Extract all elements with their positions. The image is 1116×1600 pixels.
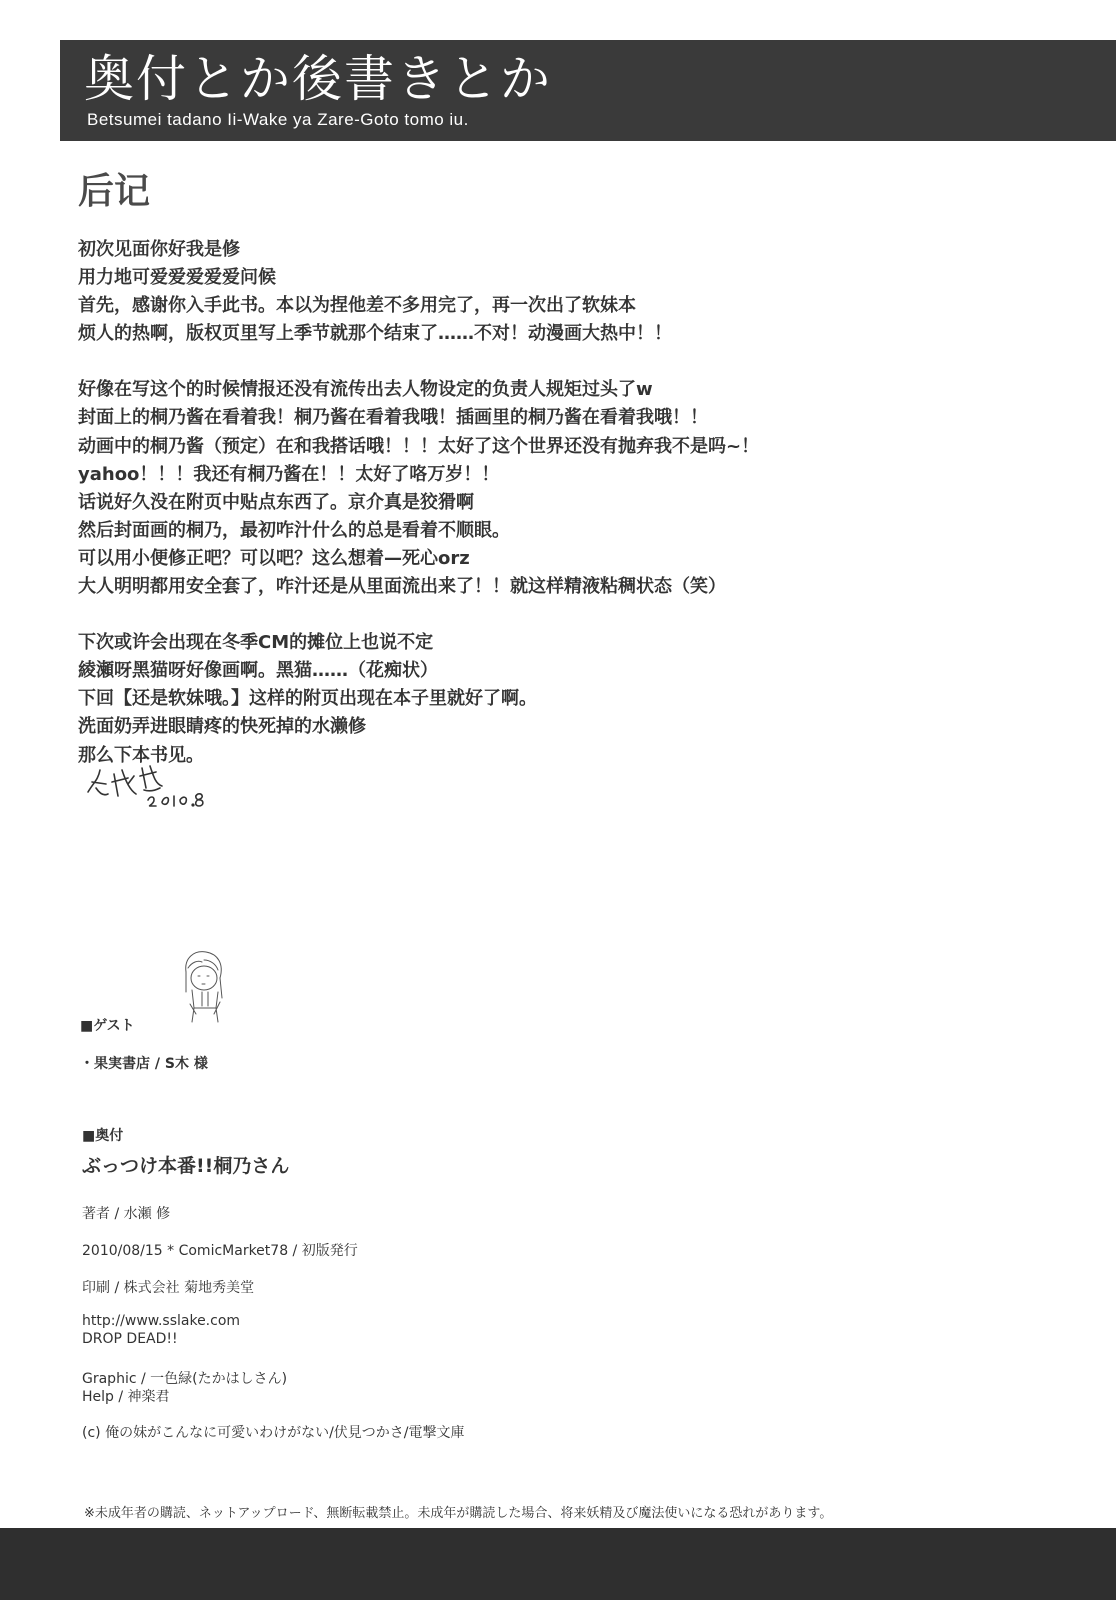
- guest-label: ■ゲスト: [80, 1018, 135, 1034]
- text-line: 用力地可爱爱爱爱爱问候: [78, 267, 276, 289]
- guest-entry: ・果実書店 / S木 様: [80, 1056, 208, 1072]
- author-line: 著者 / 水瀬 修: [82, 1206, 171, 1222]
- section-title: 后记: [78, 171, 151, 212]
- page-subtitle: Betsumei tadano Ii-Wake ya Zare-Goto tomo iu.: [87, 110, 469, 129]
- colophon-label: ■奥付: [82, 1128, 124, 1144]
- text-line: 然后封面画的桐乃，最初咋汁什么的总是看着不顺眼。: [78, 519, 510, 541]
- footer-band: [0, 1528, 1116, 1600]
- text-line: 烦人的热啊，版权页里写上季节就那个结束了……不对！动漫画大热中！！: [78, 323, 672, 345]
- text-line: 下次或许会出现在冬季CM的摊位上也说不定: [78, 632, 434, 654]
- text-line: 首先，感谢你入手此书。本以为捏他差不多用完了，再一次出了软妹本: [78, 295, 636, 317]
- page-title: 奥付とか後書きとか: [84, 50, 552, 108]
- graphic-line: Graphic / 一色緑(たかはしさん): [82, 1371, 288, 1387]
- printer-line: 印刷 / 株式会社 菊地秀美堂: [82, 1280, 255, 1296]
- text-line: 下回【还是软妹哦。】这样的附页出现在本子里就好了啊。: [78, 688, 537, 710]
- text-line: 大人明明都用安全套了，咋汁还是从里面流出来了！！就这样精液粘稠状态（笑）: [78, 576, 726, 598]
- handwritten-signature: [84, 760, 214, 814]
- book-title: ぶっつけ本番!!桐乃さん: [82, 1155, 290, 1177]
- text-line: 那么下本书见。: [78, 744, 204, 766]
- text-line: 綾瀬呀黑猫呀好像画啊。黑猫……（花痴状）: [78, 660, 438, 682]
- text-line: 初次见面你好我是修: [78, 239, 240, 260]
- circle-line: DROP DEAD!!: [82, 1331, 178, 1347]
- colophon: [82, 1125, 465, 1441]
- url-line: http://www.sslake.com: [82, 1313, 241, 1329]
- paragraph-1: [78, 236, 1078, 348]
- text-line: 封面上的桐乃酱在看着我！桐乃酱在看着我哦！插画里的桐乃酱在看着我哦！！: [78, 407, 708, 429]
- date-line: 2010/08/15 * ComicMarket78 / 初版発行: [82, 1243, 358, 1259]
- paragraph-2: [78, 376, 1078, 601]
- help-line: Help / 神楽君: [82, 1389, 170, 1405]
- text-line: 话说好久没在附页中贴点东西了。京介真是狡猾啊: [78, 491, 474, 513]
- text-line: 洗面奶弄进眼睛疼的快死掉的水濑修: [78, 716, 366, 738]
- guest-section: [80, 1015, 208, 1073]
- copyright-line: (c) 俺の妹がこんなに可愛いわけがない/伏見つかさ/電撃文庫: [82, 1425, 465, 1441]
- text-line: 可以用小便修正吧？可以吧？这么想着—死心orz: [78, 547, 470, 569]
- legal-notice: ※未成年者の購読、ネットアップロード、無断転載禁止。未成年が購読した場合、将来妖精及び魔法使いになる恐れがあります。: [84, 1506, 833, 1521]
- paragraph-3: [78, 629, 1078, 769]
- afterword-body: [78, 236, 1078, 798]
- text-line: 动画中的桐乃酱（预定）在和我搭话哦！！！太好了这个世界还没有抛弃我不是吗~！: [78, 435, 760, 457]
- text-line: yahoo！！！我还有桐乃酱在！！太好了咯万岁！！: [78, 463, 500, 485]
- header-band: [60, 40, 1116, 141]
- text-line: 好像在写这个的时候情报还没有流传出去人物设定的负责人规矩过头了w: [78, 379, 653, 401]
